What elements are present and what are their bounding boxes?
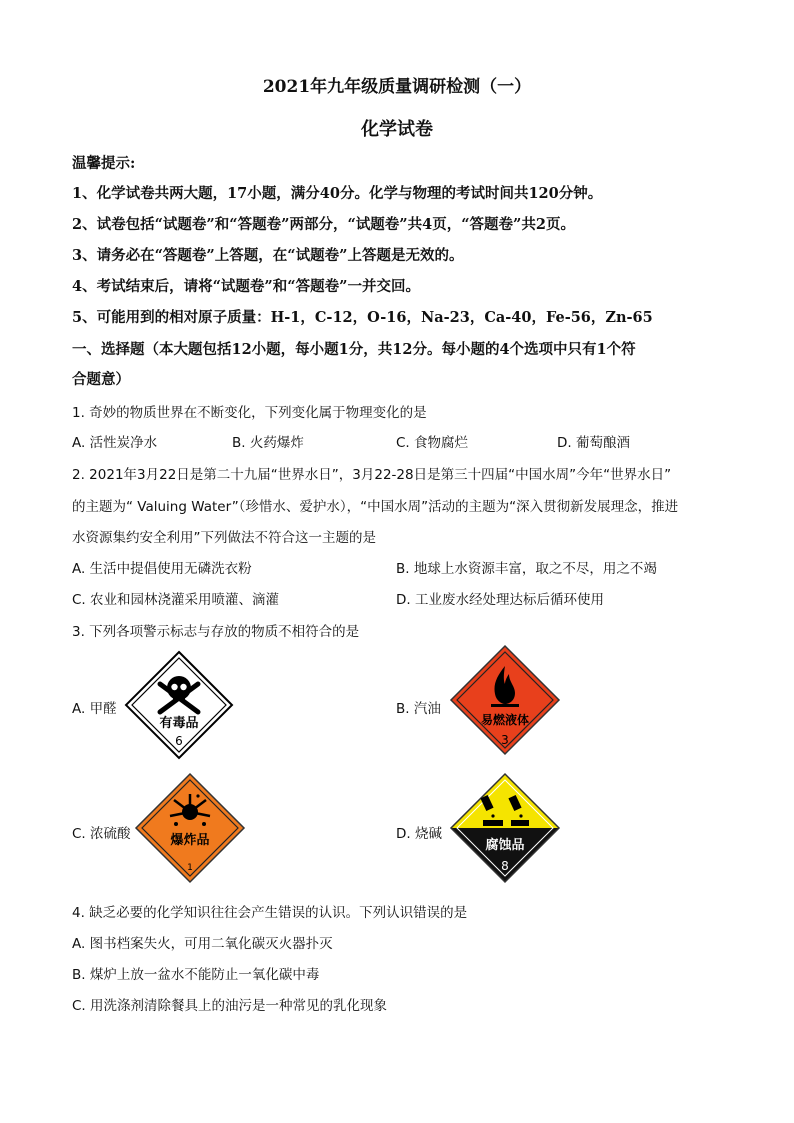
exam-subtitle: 化学试卷 <box>361 119 433 140</box>
sign-label: 腐蚀品 <box>485 838 525 853</box>
tips-heading: 温馨提示: <box>72 155 136 172</box>
explosive-sign <box>134 772 246 884</box>
toxic-hazard-sign <box>124 650 234 760</box>
sign-label: 爆炸品 <box>170 833 210 848</box>
tip-item: 3、请务必在“答题卷”上答题，在“试题卷”上答题是无效的。 <box>72 247 464 264</box>
sign-number: 8 <box>501 859 509 873</box>
option-a: A. 甲醛 <box>72 701 117 717</box>
option-a: A. 活性炭净水 <box>72 435 158 451</box>
question-stem: 2. 2021年3月22日是第二十九届“世界水日”，3月22-28日是第三十四届“中国水周”今年“世界水日” <box>72 467 672 483</box>
option-b: B. 地球上水资源丰富，取之不尽，用之不竭 <box>396 561 657 577</box>
exam-title: 2021年九年级质量调研检测（一） <box>262 77 532 97</box>
tip-item: 2、试卷包括“试题卷”和“答题卷”两部分，“试题卷”共4页，“答题卷”共2页。 <box>72 216 575 233</box>
question-stem: 4. 缺乏必要的化学知识往往会产生错误的认识。下列认识错误的是 <box>72 905 468 921</box>
tip-item: 1、化学试卷共两大题，17小题，满分40分。化学与物理的考试时间共120分钟。 <box>72 185 603 202</box>
option-d: D. 工业废水经处理达标后循环使用 <box>396 592 604 608</box>
sign-label: 易燃液体 <box>480 713 530 727</box>
question-stem: 1. 奇妙的物质世界在不断变化，下列变化属于物理变化的是 <box>72 405 427 421</box>
question-stem: 3. 下列各项警示标志与存放的物质不相符合的是 <box>72 624 360 640</box>
sign-number: 6 <box>175 734 183 748</box>
question-stem-cont: 水资源集约安全利用”下列做法不符合这一主题的是 <box>72 530 376 546</box>
option-b: B. 煤炉上放一盆水不能防止一氧化碳中毒 <box>72 967 320 983</box>
option-a: A. 生活中提倡使用无磷洗衣粉 <box>72 561 252 577</box>
tip-item: 4、考试结束后，请将“试题卷”和“答题卷”一并交回。 <box>72 278 420 295</box>
sign-number: 3 <box>501 733 509 747</box>
option-b: B. 火药爆炸 <box>232 435 304 451</box>
option-c: C. 农业和园林浇灌采用喷灌、滴灌 <box>72 592 280 608</box>
option-d: D. 烧碱 <box>396 826 442 842</box>
section-heading-cont: 合题意） <box>72 371 130 388</box>
tip-item: 5、可能用到的相对原子质量：H-1，C-12，O-16，Na-23，Ca-40，Fe-56，Zn-65 <box>72 309 653 326</box>
option-a: A. 图书档案失火，可用二氧化碳灭火器扑灭 <box>72 936 333 952</box>
option-b: B. 汽油 <box>396 701 441 717</box>
option-d: D. 葡萄酿酒 <box>557 435 630 451</box>
flammable-liquid-sign <box>449 644 561 756</box>
section-heading: 一、选择题（本大题包括12小题，每小题1分，共12分。每小题的4个选项中只有1个符 <box>72 341 636 358</box>
corrosive-sign <box>449 772 561 884</box>
question-stem-cont: 的主题为“ Valuing Water”（珍惜水、爱护水），“中国水周”活动的主题为“深入贯彻新发展理念，推进 <box>72 499 679 515</box>
option-c: C. 食物腐烂 <box>396 435 469 451</box>
sign-number: 1 <box>187 863 193 873</box>
sign-label: 有毒品 <box>159 716 199 731</box>
option-c: C. 浓硫酸 <box>72 826 131 842</box>
option-c: C. 用洗涤剂清除餐具上的油污是一种常见的乳化现象 <box>72 998 388 1014</box>
